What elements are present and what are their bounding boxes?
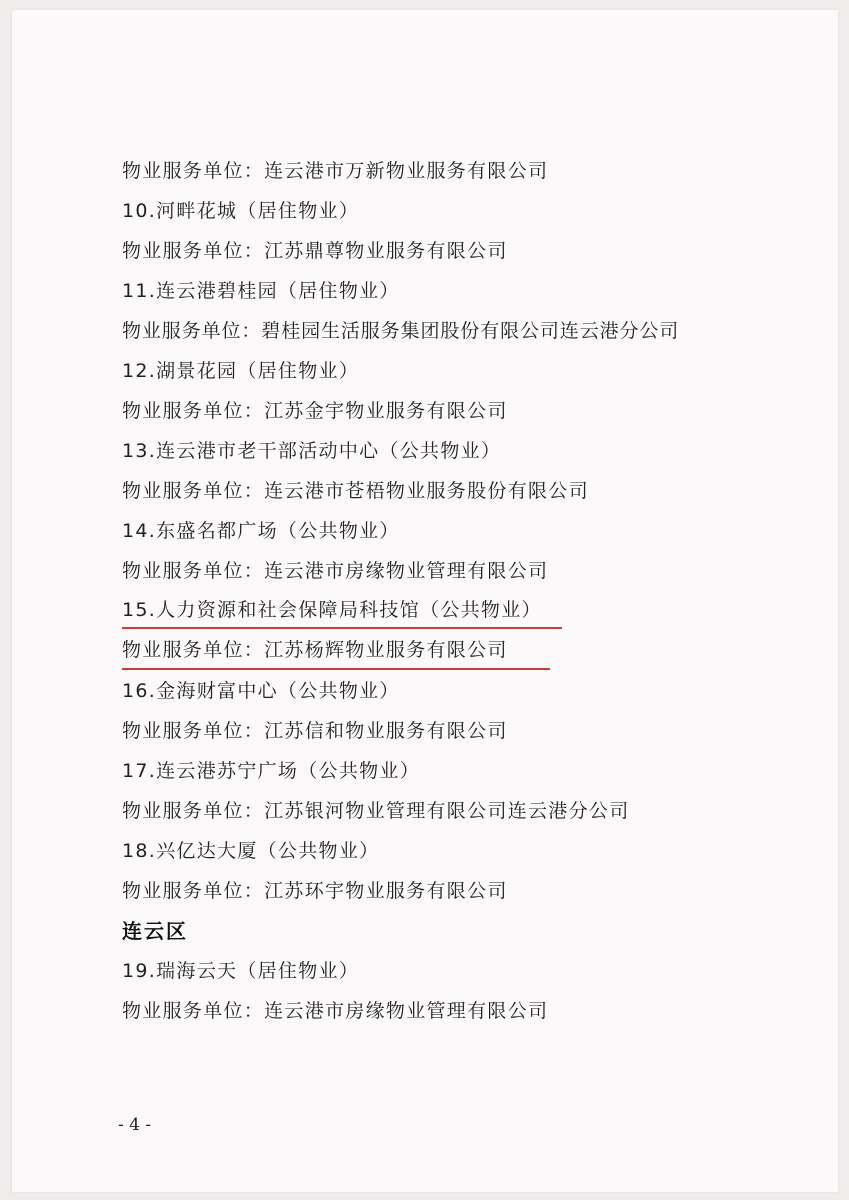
service-unit-line: 物业服务单位：江苏环宇物业服务有限公司 — [122, 880, 508, 902]
service-unit-line: 物业服务单位：连云港市苍梧物业服务股份有限公司 — [122, 480, 589, 502]
property-item-19: 19.瑞海云天（居住物业） — [122, 960, 360, 982]
red-underline — [122, 668, 550, 670]
service-unit-line: 物业服务单位：江苏鼎尊物业服务有限公司 — [122, 240, 508, 262]
page-number: - 4 - — [118, 1115, 152, 1135]
property-item-10: 10.河畔花城（居住物业） — [122, 200, 360, 222]
property-item-15-highlighted: 15.人力资源和社会保障局科技馆（公共物业） — [122, 599, 542, 621]
property-item-17: 17.连云港苏宁广场（公共物业） — [122, 760, 421, 782]
property-item-16: 16.金海财富中心（公共物业） — [122, 680, 400, 702]
district-heading: 连云区 — [122, 919, 188, 943]
property-item-13: 13.连云港市老干部活动中心（公共物业） — [122, 440, 502, 462]
service-unit-line: 物业服务单位：江苏信和物业服务有限公司 — [122, 720, 508, 742]
service-unit-line: 物业服务单位：连云港市房缘物业管理有限公司 — [122, 1000, 549, 1022]
service-unit-line: 物业服务单位：江苏银河物业管理有限公司连云港分公司 — [122, 800, 630, 822]
property-item-14: 14.东盛名都广场（公共物业） — [122, 520, 400, 542]
service-unit-line-highlighted: 物业服务单位：江苏杨辉物业服务有限公司 — [122, 639, 508, 661]
service-unit-line: 物业服务单位：连云港市房缘物业管理有限公司 — [122, 560, 549, 582]
property-item-12: 12.湖景花园（居住物业） — [122, 360, 360, 382]
service-unit-line: 物业服务单位：江苏金宇物业服务有限公司 — [122, 400, 508, 422]
property-item-18: 18.兴亿达大厦（公共物业） — [122, 840, 380, 862]
service-unit-line: 物业服务单位：连云港市万新物业服务有限公司 — [122, 160, 549, 182]
service-unit-line: 物业服务单位：碧桂园生活服务集团股份有限公司连云港分公司 — [122, 320, 680, 342]
red-underline — [122, 627, 562, 629]
property-item-11: 11.连云港碧桂园（居住物业） — [122, 280, 400, 302]
